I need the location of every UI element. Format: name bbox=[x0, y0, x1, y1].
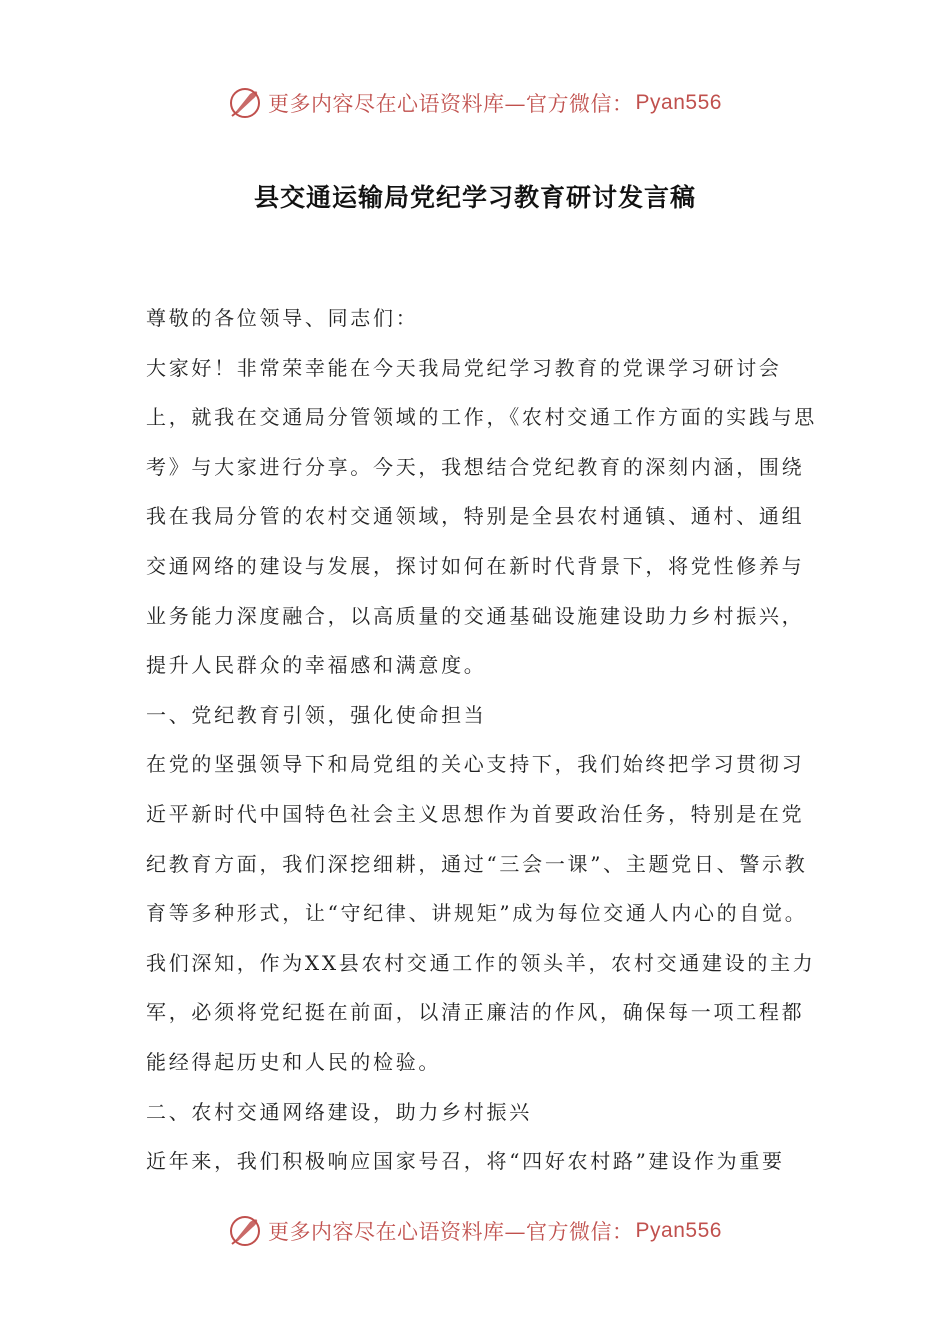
watermark-footer bbox=[0, 1211, 950, 1251]
watermark-text: 更多内容尽在心语资料库—官方微信： bbox=[268, 1220, 634, 1244]
document-title: 县交通运输局党纪学习教育研讨发言稿 bbox=[253, 183, 696, 212]
quill-logo-icon bbox=[228, 86, 262, 120]
watermark-text: 更多内容尽在心语资料库—官方微信： bbox=[268, 92, 634, 116]
paragraph-section-2: 近年来，我们积极响应国家号召，将“四好农村路”建设作为重要 bbox=[146, 1149, 785, 1174]
section-heading-2: 二、农村交通网络建设，助力乡村振兴 bbox=[146, 1099, 532, 1124]
section-heading-1: 一、党纪教育引领，强化使命担当 bbox=[146, 702, 487, 727]
salutation: 尊敬的各位领导、同志们： bbox=[146, 306, 419, 330]
document-body bbox=[146, 294, 826, 1187]
watermark-wechat-id: Pyan556 bbox=[635, 1219, 722, 1242]
quill-logo-icon bbox=[228, 1214, 262, 1248]
paragraph-section-1: 在党的坚强领导下和局党组的关心支持下，我们始终把学习贯彻习近平新时代中国特色社会主义思想作为首要政治任务，特别是在党纪教育方面，我们深挖细耕，通过“三会一课”、主题党日、警示教育等多种形式，让“守纪律、讲规矩”成为每位交通人内心的自觉。我们深知，作为XX县农村交通工作的领头羊，农村交通建设的主力军，必须将党纪挺在前面，以清正廉洁的作风，确保每一项工程都能经得起历史和人民的检验。 bbox=[146, 752, 816, 1074]
watermark-wechat-id: Pyan556 bbox=[635, 91, 722, 114]
paragraph-intro: 大家好！非常荣幸能在今天我局党纪学习教育的党课学习研讨会上，就我在交通局分管领域的工作，《农村交通工作方面的实践与思考》与大家进行分享。今天，我想结合党纪教育的深刻内涵，围绕我在我局分管的农村交通领域，特别是全县农村通镇、通村、通组交通网络的建设与发展，探讨如何在新时代背景下，将党性修养与业务能力深度融合，以高质量的交通基础设施建设助力乡村振兴，提升人民群众的幸福感和满意度。 bbox=[146, 355, 817, 678]
watermark-header bbox=[0, 83, 950, 123]
